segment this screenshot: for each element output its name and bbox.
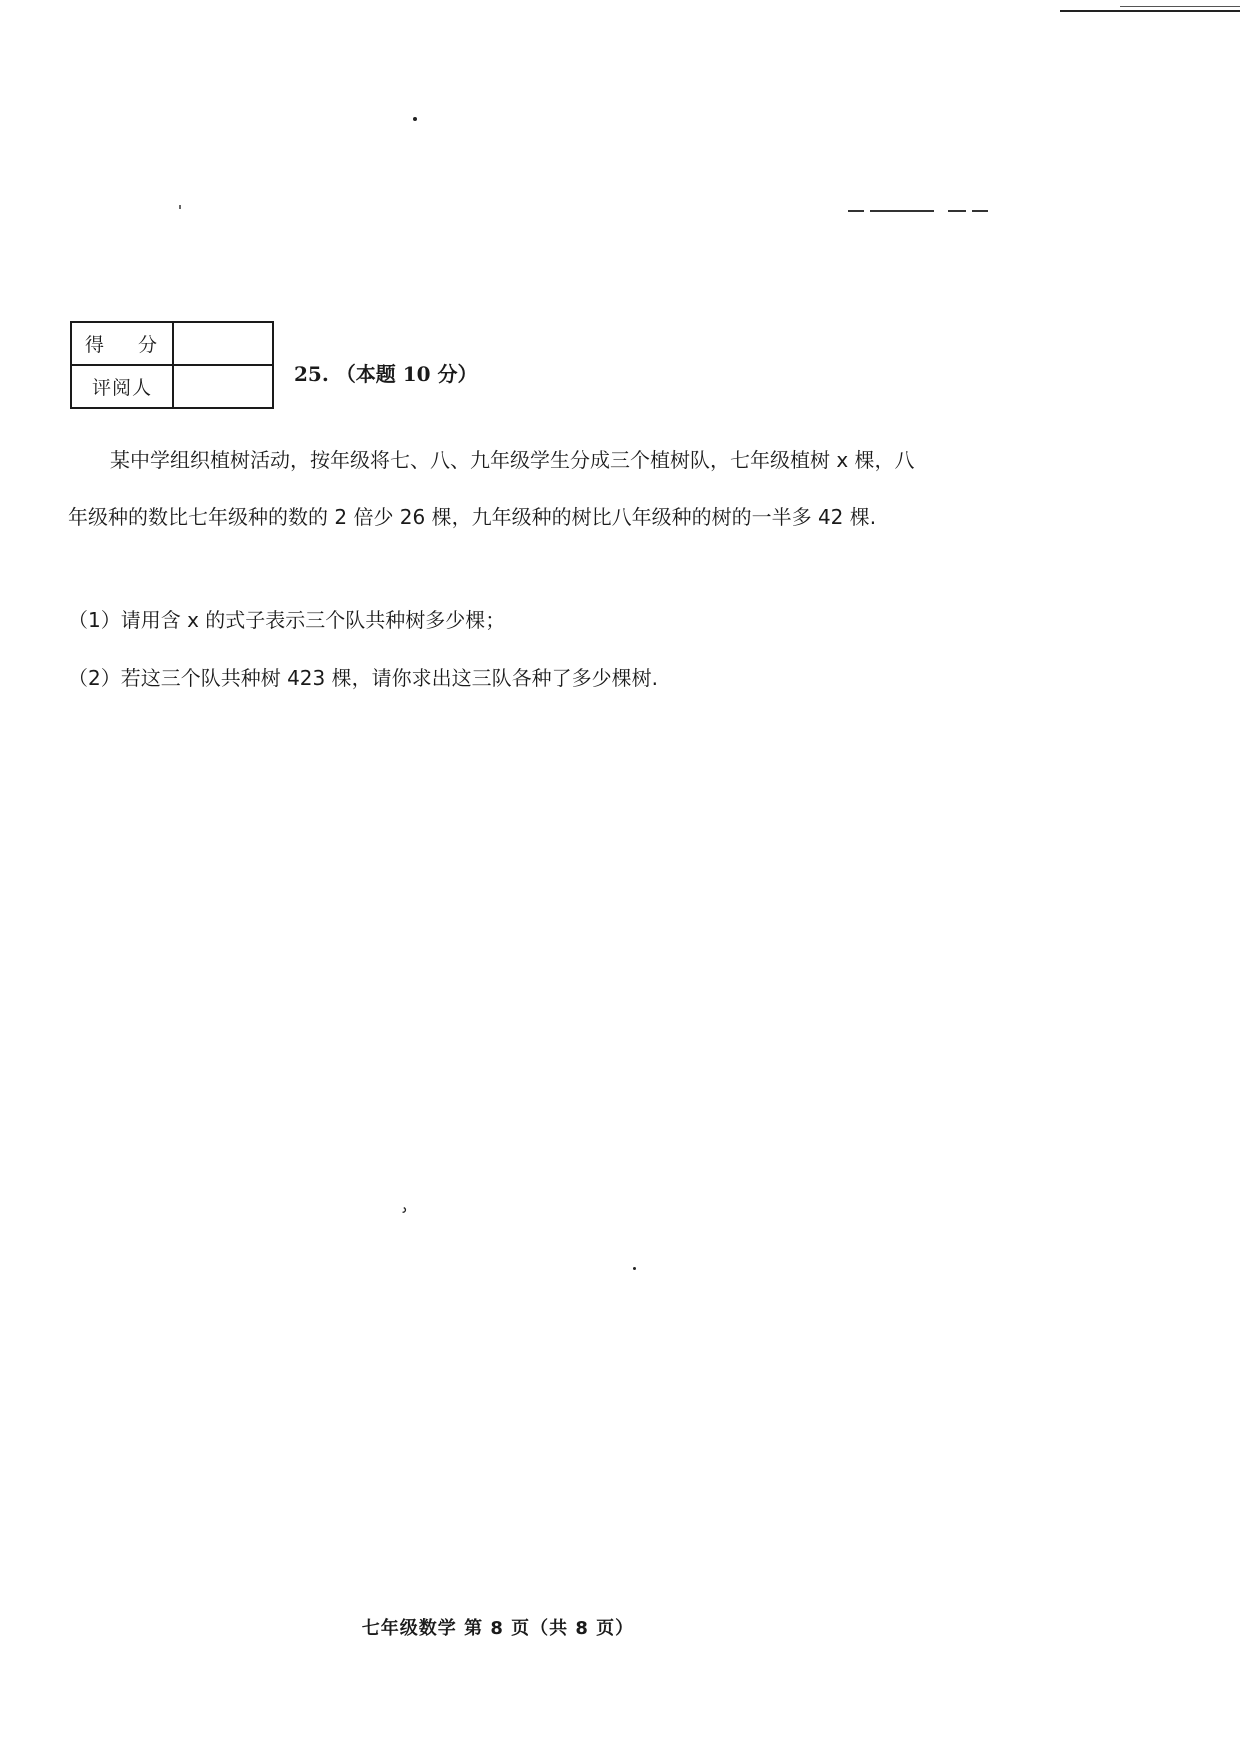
scan-artifact-dot: [633, 1267, 636, 1270]
question-part-1: （1）请用含 x 的式子表示三个队共种树多少棵；: [68, 608, 506, 632]
question-part-2: （2）若这三个队共种树 423 棵，请你求出这三队各种了多少棵树.: [68, 666, 658, 690]
question-stem: 某中学组织植树活动，按年级将七、八、九年级学生分成三个植树队，七年级植树 x 棵，八年级种的数比七年级种的数的 2 倍少 26 棵，九年级种的树比八年级种的树的一半多 42 棵.: [68, 448, 915, 529]
scan-artifact-rule: [1060, 10, 1240, 12]
grader-field[interactable]: [173, 365, 273, 408]
scan-artifact-dash: [848, 210, 993, 212]
footer-text: 七年级数学 第 8 页（共 8 页）: [361, 1618, 635, 1639]
scan-artifact-dot: [413, 117, 417, 121]
page-footer: [0, 1614, 1240, 1640]
score-label: 得 分: [71, 322, 173, 365]
grader-row: [71, 365, 273, 408]
score-box: [70, 321, 274, 409]
grader-label: 评阅人: [71, 365, 173, 408]
question-stem-block: [68, 432, 928, 546]
scan-artifact-mark: ʾ: [396, 1204, 410, 1231]
scan-artifact-rule: [1120, 6, 1240, 7]
question-header: 25. （本题 10 分）: [294, 362, 478, 386]
score-field[interactable]: [173, 322, 273, 365]
scan-artifact-dot: [179, 205, 181, 209]
score-row: [71, 322, 273, 365]
